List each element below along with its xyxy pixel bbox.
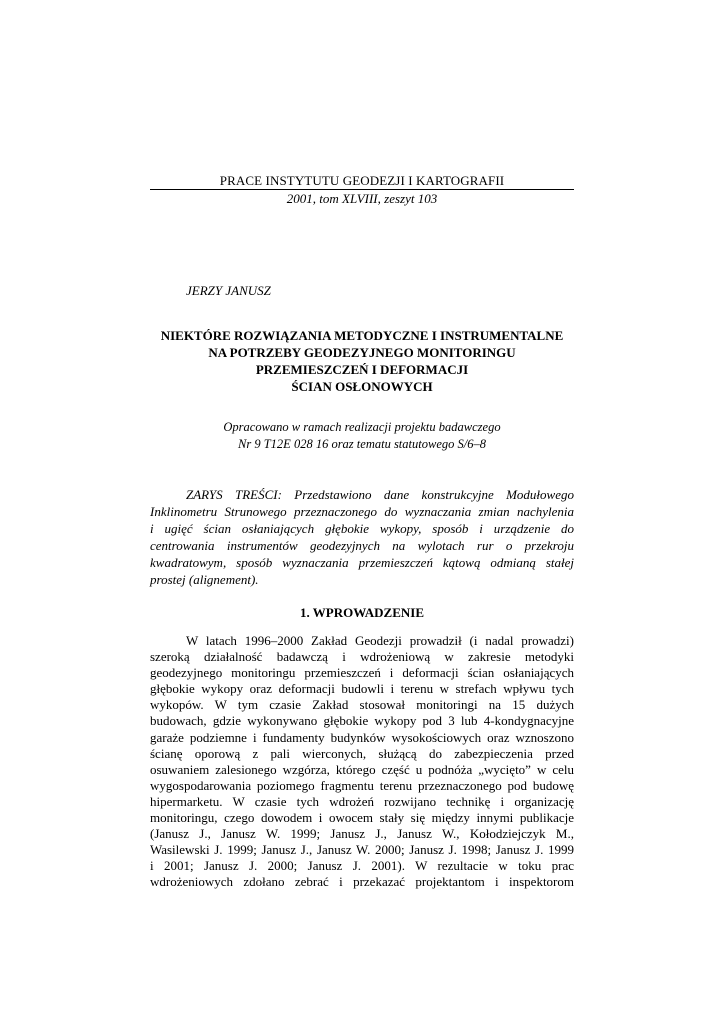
title-line: PRZEMIESZCZEŃ I DEFORMACJI	[255, 362, 469, 377]
body-line: wygospodarowania poziomego fragmentu terenu przeznaczonego pod budowę	[150, 777, 574, 793]
body-line: W latach 1996–2000 Zakład Geodezji prowadził (i nadal prowadzi)	[186, 633, 574, 648]
abstract	[150, 486, 574, 588]
header-rule	[150, 189, 574, 190]
body-line: i 2001; Janusz J. 2000; Janusz J. 2001). W rezultacie w toku prac	[150, 858, 574, 874]
journal-issue: 2001, tom XLVIII, zeszyt 103	[286, 191, 438, 206]
body-line: geodezyjnego monitoringu przemieszczeń i deformacji ścian osłaniających	[150, 665, 574, 681]
body-line: osuwaniem zalesionego wzgórza, którego część u podnóża „wycięto” w celu	[150, 761, 574, 777]
body-line: Wasilewski J. 1999; Janusz J., Janusz W. 2000; Janusz J. 1998; Janusz J. 1999	[150, 842, 574, 858]
body-line: garaże podziemne i fundamenty budynków wysokościowych oraz wznoszono	[150, 729, 574, 745]
author-name: JERZY JANUSZ	[186, 283, 271, 298]
funding-line: Opracowano w ramach realizacji projektu badawczego	[223, 420, 501, 434]
title-line: ŚCIAN OSŁONOWYCH	[291, 379, 433, 394]
funding-line: Nr 9 T12E 028 16 oraz tematu statutowego S/6–8	[238, 437, 486, 451]
body-line: głębokie wykopy oraz deformacji budowli i terenu w strefach wpływu tych	[150, 681, 574, 697]
abstract-line: ZARYS TREŚCI: Przedstawiono dane konstrukcyjne Modułowego	[186, 487, 574, 502]
body-line: wykopów. W tym czasie Zakład stosował monitoringi na 15 dużych	[150, 697, 574, 713]
abstract-line: kwadratowym, sposób wyznaczania przemieszczeń kątową odmianą stałej	[150, 555, 574, 570]
paper-title	[150, 327, 574, 395]
abstract-line: centrowania instrumentów geodezyjnych na wylotach rur o przekroju	[150, 538, 574, 553]
funding-note	[150, 419, 574, 453]
title-line: NA POTRZEBY GEODEZYJNEGO MONITORINGU	[208, 345, 516, 360]
body-line: szeroką działalność badawczą i wdrożeniową w zakresie metodyki	[150, 649, 574, 665]
body-line: wdrożeniowych zdołano zebrać i przekazać projektantom i inspektorom	[150, 874, 574, 890]
section-body	[150, 633, 574, 891]
journal-title: PRACE INSTYTUTU GEODEZJI I KARTOGRAFII	[219, 173, 505, 188]
abstract-line: i ugięć ścian osłaniających głębokie wykopy, sposób i urządzenie do	[150, 521, 574, 536]
body-line: (Janusz J., Janusz W. 1999; Janusz J., Janusz W., Kołodziejczyk M.,	[150, 826, 574, 842]
body-line: budowach, gdzie wykonywano głębokie wykopy pod 3 lub 4-kondygnacyjne	[150, 713, 574, 729]
body-line: monitoringu, czego dowodem i owocem stały się między innymi publikacje	[150, 810, 574, 826]
title-line: NIEKTÓRE ROZWIĄZANIA METODYCZNE I INSTRUMENTALNE	[160, 328, 564, 343]
body-line: hipermarketu. W czasie tych wdrożeń rozwijano technikę i organizację	[150, 793, 574, 809]
body-line: ścianę oporową z pali wierconych, służącą do zabezpieczenia przed	[150, 745, 574, 761]
section-heading: 1. WPROWADZENIE	[299, 605, 424, 620]
abstract-line: Inklinometru Strunowego przeznaczonego do wyznaczania zmian nachylenia	[150, 504, 574, 519]
abstract-line: prostej (alignement).	[150, 572, 259, 587]
